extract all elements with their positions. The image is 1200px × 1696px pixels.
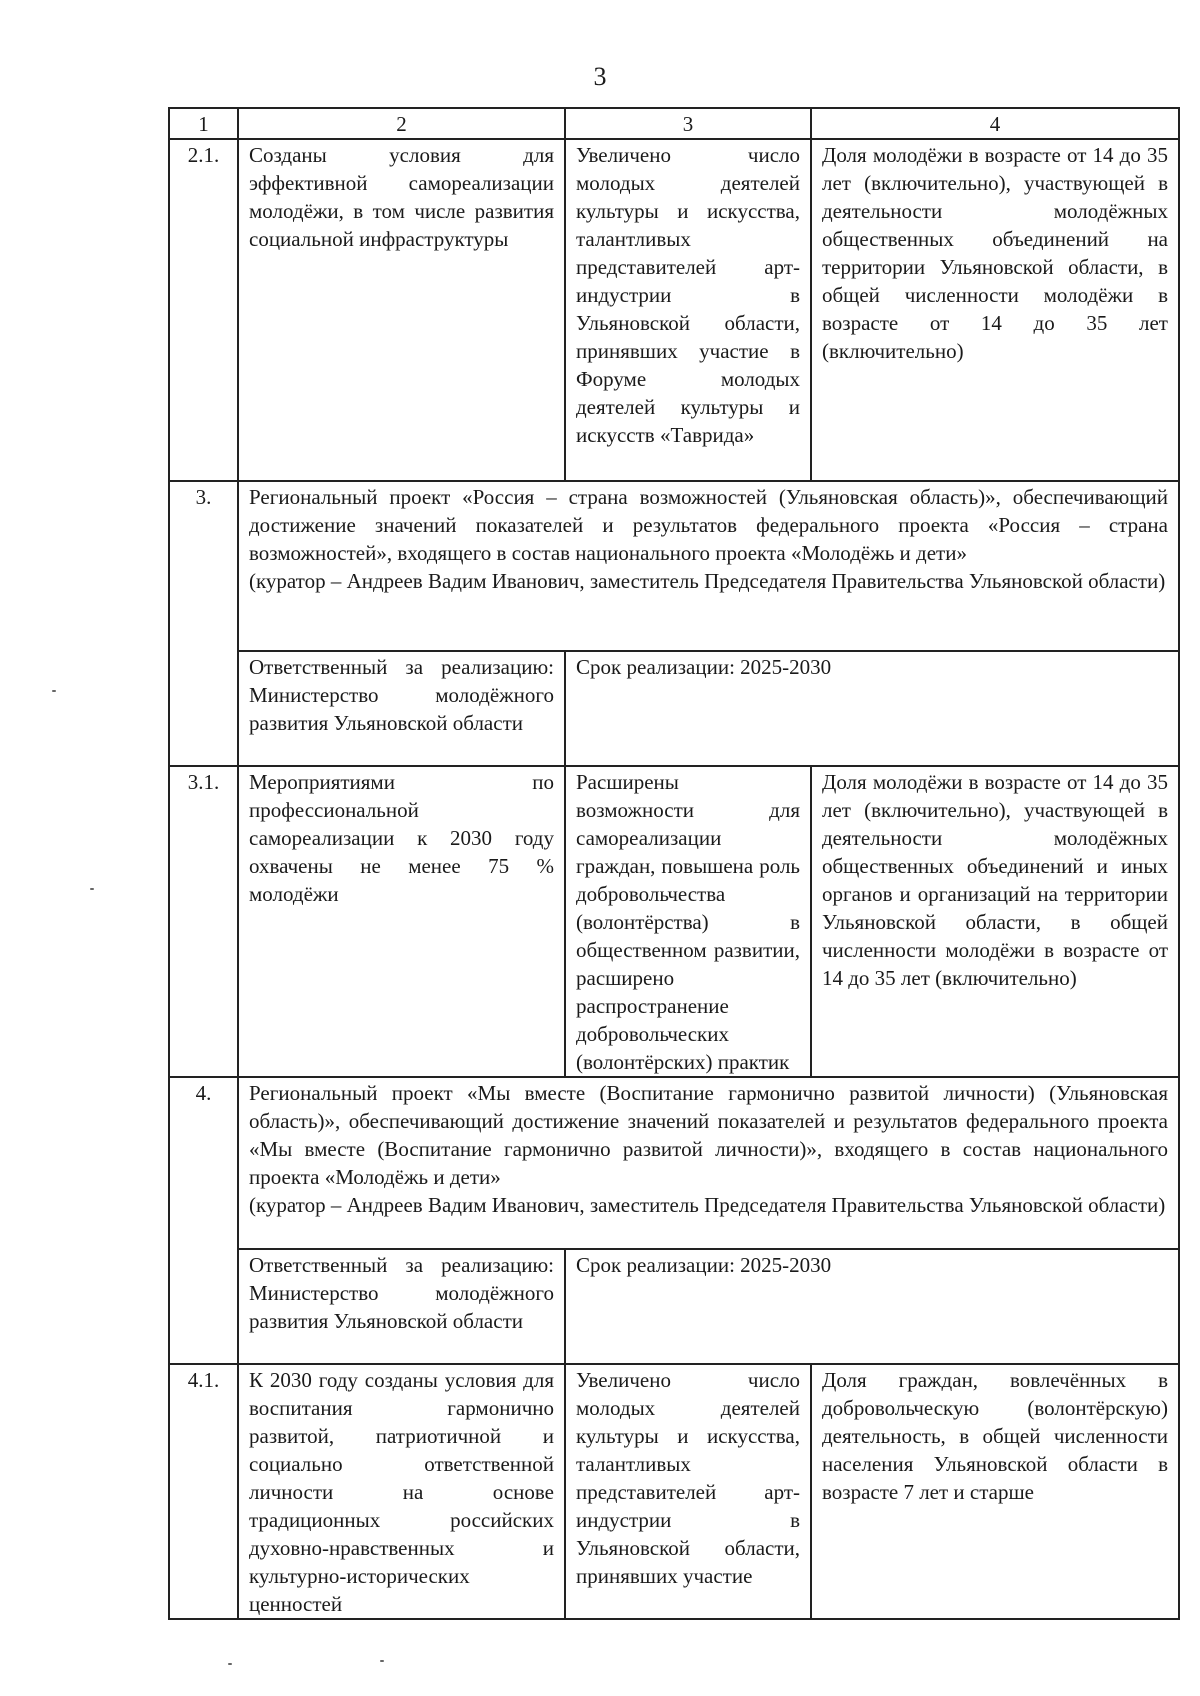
header-col-4: 4 bbox=[811, 108, 1179, 139]
scan-speck bbox=[90, 888, 94, 890]
project-meta-row-4 bbox=[169, 1249, 1179, 1364]
indicator-cell: Доля молодёжи в возрасте от 14 до 35 лет (включительно), участвующей в деятельности молодёжных общественных объединений и иных органов и организаций на территории Ульяновской области, в общей численности молодёжи в возрасте от 14 до 35 лет (включительно) bbox=[811, 766, 1179, 1077]
project-title: Региональный проект «Россия – страна возможностей (Ульяновская область)», обеспечивающий достижение значений показателей и результатов федерального проекта «Россия – страна возможностей», входящего в состав национального проекта «Молодёжь и дети» bbox=[249, 485, 1168, 565]
project-meta-row-3 bbox=[169, 651, 1179, 766]
scan-speck bbox=[380, 1660, 384, 1662]
scan-speck bbox=[228, 1663, 232, 1665]
header-col-1: 1 bbox=[169, 108, 238, 139]
measures-table bbox=[168, 107, 1180, 1620]
responsible-cell: Ответственный за реализацию: Министерство молодёжного развития Ульяновской области bbox=[238, 651, 565, 766]
project-title-cell bbox=[238, 481, 1179, 651]
row-number: 2.1. bbox=[169, 139, 238, 481]
task-cell: Мероприятиями по профессиональной самореализации к 2030 году охвачены не менее 75 % молодёжи bbox=[238, 766, 565, 1077]
result-cell: Увеличено число молодых деятелей культуры и искусства, талантливых представителей арт-индустрии в Ульяновской области, принявших участие в Форуме молодых деятелей культуры и искусств «Таврида» bbox=[565, 139, 811, 481]
indicator-cell: Доля граждан, вовлечённых в добровольческую (волонтёрскую) деятельность, в общей численности населения Ульяновской области в возрасте 7 лет и старше bbox=[811, 1364, 1179, 1619]
row-number: 3.1. bbox=[169, 766, 238, 1077]
project-curator: (куратор – Андреев Вадим Иванович, заместитель Председателя Правительства Ульяновской области) bbox=[249, 569, 1166, 593]
project-curator: (куратор – Андреев Вадим Иванович, заместитель Председателя Правительства Ульяновской области) bbox=[249, 1193, 1166, 1217]
project-number: 3. bbox=[169, 481, 238, 766]
header-col-2: 2 bbox=[238, 108, 565, 139]
project-row-4 bbox=[169, 1077, 1179, 1249]
header-row bbox=[169, 108, 1179, 139]
term-cell: Срок реализации: 2025-2030 bbox=[565, 1249, 1179, 1364]
result-cell: Увеличено число молодых деятелей культуры и искусства, талантливых представителей арт-индустрии в Ульяновской области, принявших участие bbox=[565, 1364, 811, 1619]
task-cell: К 2030 году созданы условия для воспитания гармонично развитой, патриотичной и социально ответственной личности на основе традиционных российских духовно-нравственных и культурно-исторических ценностей bbox=[238, 1364, 565, 1619]
table-row-2-1 bbox=[169, 139, 1179, 481]
project-title-cell bbox=[238, 1077, 1179, 1249]
task-cell: Созданы условия для эффективной самореализации молодёжи, в том числе развития социальной инфраструктуры bbox=[238, 139, 565, 481]
scan-speck bbox=[52, 690, 56, 692]
project-title: Региональный проект «Мы вместе (Воспитание гармонично развитой личности) (Ульяновская область)», обеспечивающий достижение значений показателей и результатов федерального проекта «Мы вместе (Воспитание гармонично развитой личности)», входящего в состав национального проекта «Молодёжь и дети» bbox=[249, 1081, 1168, 1189]
table-row-3-1 bbox=[169, 766, 1179, 1077]
result-cell: Расширены возможности для самореализации граждан, повышена роль добровольчества (волонтёрства) в общественном развитии, расширено распространение добровольческих (волонтёрских) практик bbox=[565, 766, 811, 1077]
page-number: 3 bbox=[593, 62, 607, 91]
row-number: 4.1. bbox=[169, 1364, 238, 1619]
term-cell: Срок реализации: 2025-2030 bbox=[565, 651, 1179, 766]
indicator-cell: Доля молодёжи в возрасте от 14 до 35 лет (включительно), участвующей в деятельности молодёжных общественных объединений на территории Ульяновской области, в общей численности молодёжи в возрасте от 14 до 35 лет (включительно) bbox=[811, 139, 1179, 481]
header-col-3: 3 bbox=[565, 108, 811, 139]
table-row-4-1 bbox=[169, 1364, 1179, 1619]
project-number: 4. bbox=[169, 1077, 238, 1364]
project-row-3 bbox=[169, 481, 1179, 651]
responsible-cell: Ответственный за реализацию: Министерство молодёжного развития Ульяновской области bbox=[238, 1249, 565, 1364]
